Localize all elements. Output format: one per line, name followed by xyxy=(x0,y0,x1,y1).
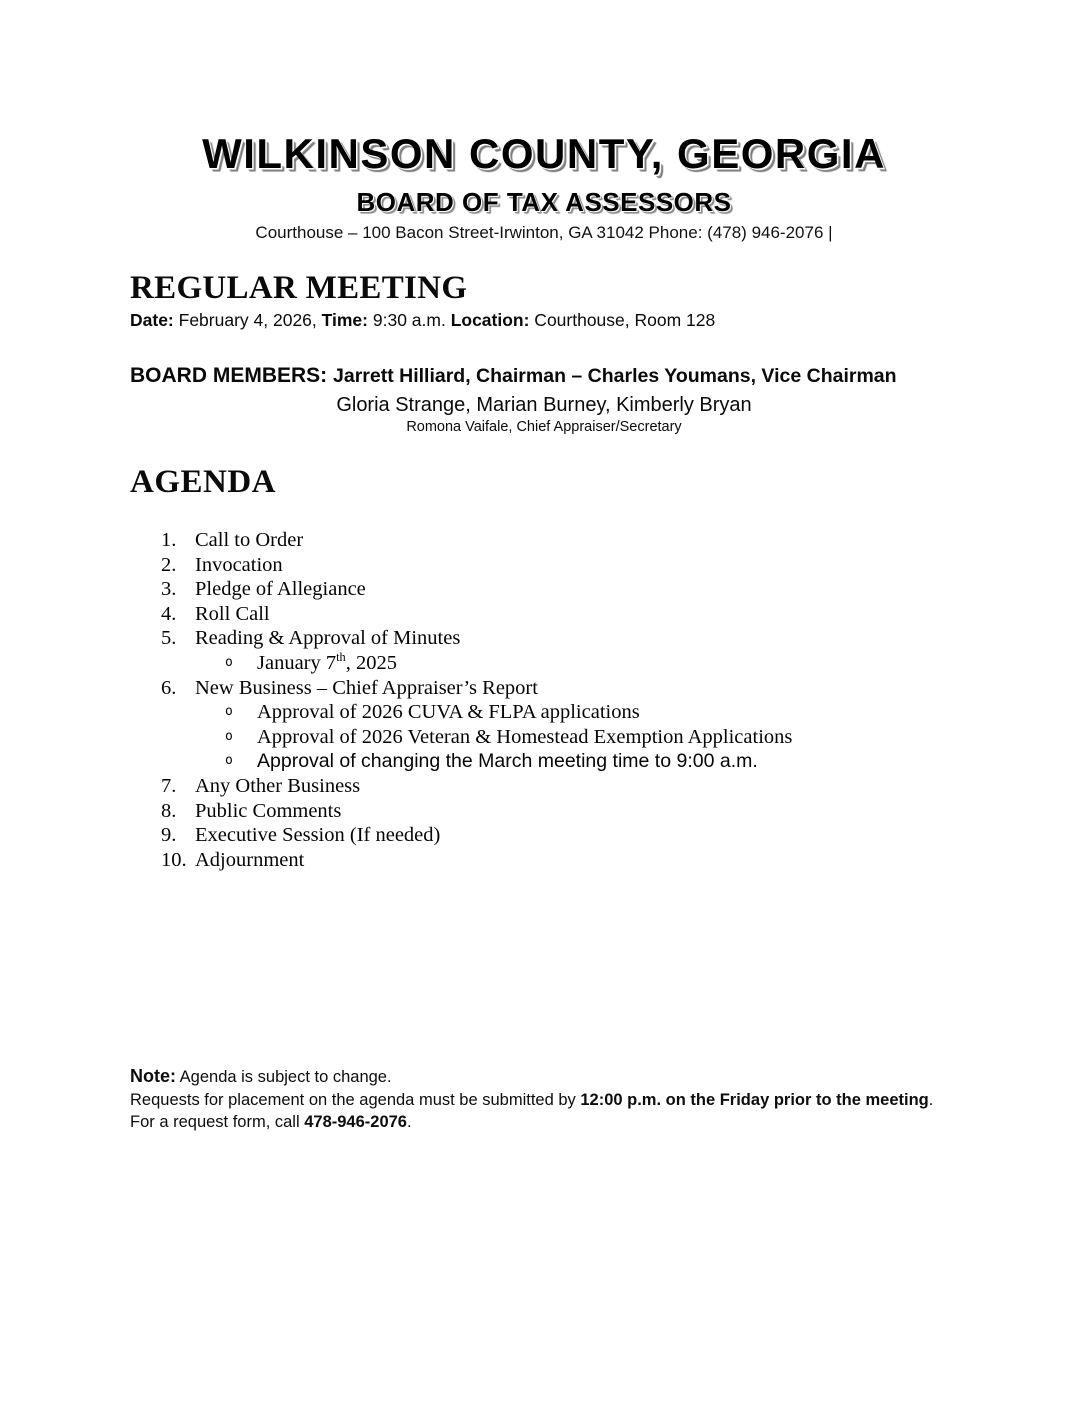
agenda-item-text: Pledge of Allegiance xyxy=(195,578,366,601)
agenda-item-text: Executive Session (If needed) xyxy=(195,824,441,847)
agenda-item-10 xyxy=(130,848,958,873)
note-line-3 xyxy=(130,1111,958,1134)
agenda-item-2 xyxy=(130,553,958,578)
note-section xyxy=(130,1065,958,1134)
board-members-line1 xyxy=(130,364,958,390)
board-members-label: BOARD MEMBERS: xyxy=(130,364,333,387)
agenda-heading: AGENDA xyxy=(130,464,277,500)
time-value: 9:30 a.m. xyxy=(368,310,451,330)
agenda-item-number: 3. xyxy=(161,578,177,601)
note-line-1 xyxy=(130,1065,958,1089)
board-members-names2: Gloria Strange, Marian Burney, Kimberly Bryan xyxy=(336,394,752,416)
note-line2-bold: 12:00 p.m. on the Friday prior to the meeting xyxy=(580,1090,929,1109)
note-line3-post: . xyxy=(407,1113,412,1132)
agenda-subitem-text xyxy=(257,651,397,676)
circle-bullet-icon: o xyxy=(225,753,233,769)
county-title: WILKINSON COUNTY, GEORGIA xyxy=(202,130,886,177)
agenda-item-text: Any Other Business xyxy=(195,774,361,797)
agenda-item-text: Invocation xyxy=(195,553,283,576)
agenda-subitem-text: Approval of 2026 CUVA & FLPA applications xyxy=(257,701,640,724)
note-line1-text: Agenda is subject to change. xyxy=(176,1068,392,1087)
meeting-info-line xyxy=(130,309,958,331)
board-subtitle: BOARD OF TAX ASSESSORS xyxy=(356,187,732,217)
agenda-subitem-text: Approval of changing the March meeting time to 9:00 a.m. xyxy=(257,750,758,773)
board-members-names3: Romona Vaifale, Chief Appraiser/Secretary xyxy=(406,419,682,435)
board-members-names1: Jarrett Hilliard, Chairman – Charles Youmans, Vice Chairman xyxy=(333,365,897,387)
agenda-subitem-6c xyxy=(130,749,958,774)
agenda-item-number: 4. xyxy=(161,602,177,625)
agenda-item-number: 1. xyxy=(161,529,177,551)
agenda-item-number: 9. xyxy=(161,824,177,847)
agenda-item-number: 2. xyxy=(161,553,177,576)
agenda-item-number: 5. xyxy=(161,627,177,650)
board-members-block xyxy=(130,364,958,436)
agenda-item-4 xyxy=(130,602,958,627)
agenda-item-1 xyxy=(130,528,958,553)
ordinal-suffix: th xyxy=(336,650,346,665)
meeting-heading: REGULAR MEETING xyxy=(130,270,468,306)
agenda-item-text: New Business – Chief Appraiser’s Report xyxy=(195,676,538,699)
agenda-subitem-6b xyxy=(130,725,958,750)
agenda-subitem-5a xyxy=(130,651,958,676)
location-value: Courthouse, Room 128 xyxy=(529,310,716,330)
note-line3-bold: 478-946-2076 xyxy=(304,1113,407,1132)
circle-bullet-icon: o xyxy=(225,704,233,720)
year-text: , 2025 xyxy=(345,651,397,674)
date-text: January 7 xyxy=(257,651,337,674)
agenda-item-number: 7. xyxy=(161,774,177,797)
agenda-item-text: Roll Call xyxy=(195,602,270,625)
note-line3-pre: For a request form, call xyxy=(130,1113,305,1132)
agenda-subitem-text: Approval of 2026 Veteran & Homestead Exemption Applications xyxy=(257,725,793,748)
agenda-item-5 xyxy=(130,626,958,651)
circle-bullet-icon: o xyxy=(225,728,233,744)
agenda-item-6 xyxy=(130,676,958,701)
note-line2-pre: Requests for placement on the agenda must be submitted by xyxy=(130,1090,581,1109)
date-value: February 4, 2026, xyxy=(173,310,322,330)
note-line2-post: . xyxy=(928,1090,934,1109)
agenda-item-text: Public Comments xyxy=(195,799,342,822)
location-label: Location: xyxy=(450,310,530,330)
agenda-item-7 xyxy=(130,774,958,799)
agenda-list xyxy=(130,528,958,872)
agenda-item-text: Adjournment xyxy=(195,848,305,871)
agenda-item-8 xyxy=(130,799,958,824)
date-label: Date: xyxy=(130,310,174,330)
note-label: Note: xyxy=(130,1066,176,1087)
time-label: Time: xyxy=(321,310,368,330)
agenda-item-text: Reading & Approval of Minutes xyxy=(195,627,461,650)
agenda-item-3 xyxy=(130,577,958,602)
agenda-item-number: 8. xyxy=(161,799,177,822)
agenda-item-text: Call to Order xyxy=(195,529,304,551)
agenda-subitem-6a xyxy=(130,700,958,725)
circle-bullet-icon: o xyxy=(225,654,233,670)
address-line: Courthouse – 100 Bacon Street-Irwinton, GA 31042 Phone: (478) 946-2076 | xyxy=(255,223,833,242)
note-line-2 xyxy=(130,1089,958,1112)
agenda-item-9 xyxy=(130,823,958,848)
agenda-item-number: 10. xyxy=(161,848,187,871)
agenda-item-number: 6. xyxy=(161,676,177,699)
document-header xyxy=(130,130,958,243)
